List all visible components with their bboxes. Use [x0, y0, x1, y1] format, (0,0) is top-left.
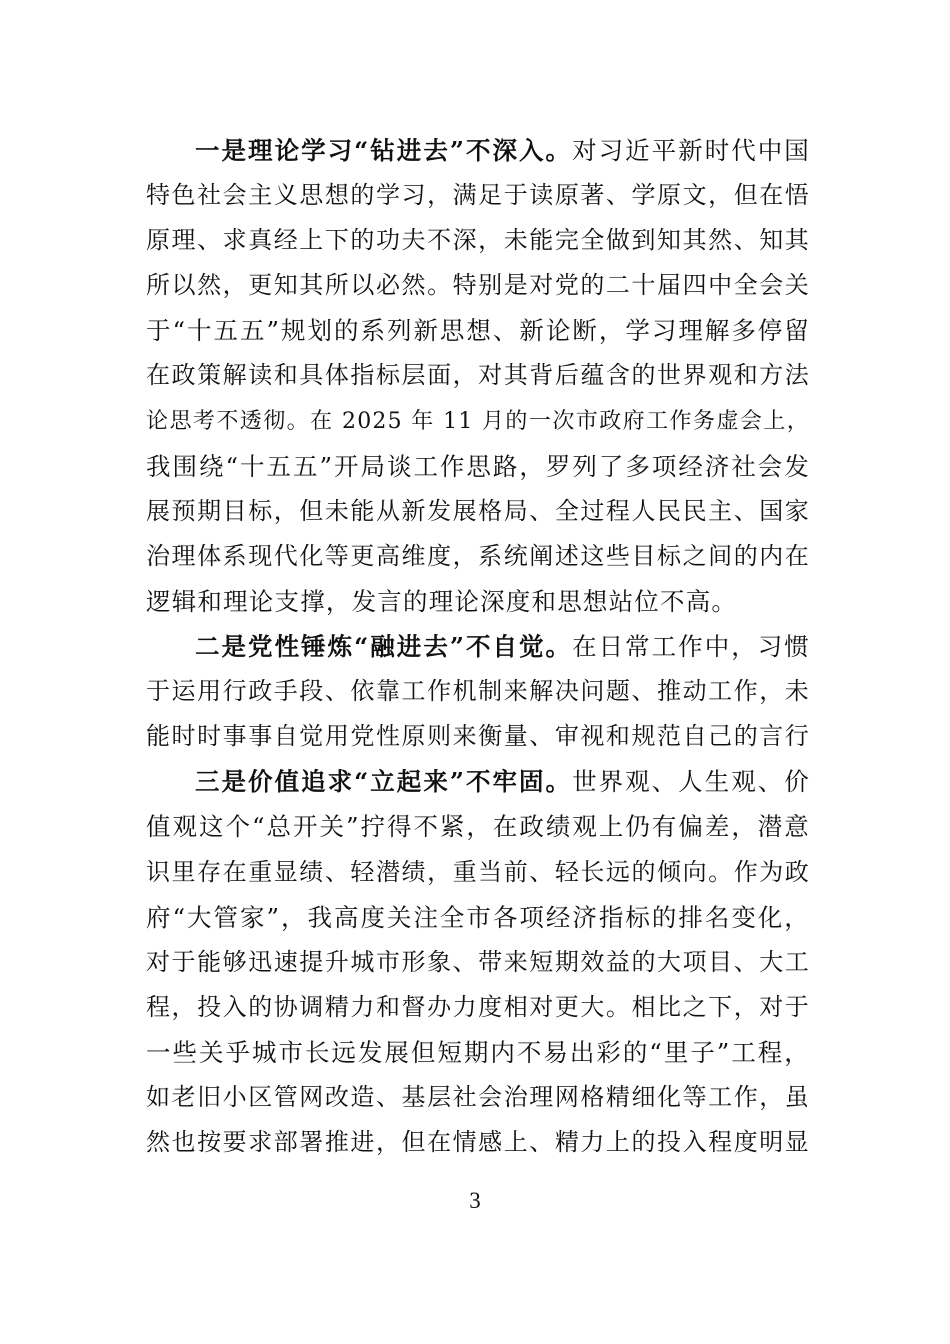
line-text: 值观这个“总开关”拧得不紧，在政绩观上仍有偏差，潜意: [146, 812, 810, 842]
line-text: 在政策解读和具体指标层面，对其背后蕴含的世界观和方法: [146, 361, 810, 390]
page-number: 3: [469, 1188, 481, 1213]
text-line: [146, 444, 810, 489]
paragraph-theory-study: [146, 128, 810, 624]
text-line: [146, 308, 810, 353]
line-text: 一些关乎城市长远发展但短期内不易出彩的“里子”工程，: [146, 1037, 810, 1067]
line-text: 能时时事事自觉用党性原则来衡量、审视和规范自己的言行: [146, 722, 810, 751]
line-text: 世界观、人生观、价: [572, 767, 810, 797]
line-text: 如老旧小区管网改造、基层社会治理网格精细化等工作，虽: [146, 1082, 810, 1111]
line-text: 于“十五五”规划的系列新思想、新论断，学习理解多停留: [146, 316, 810, 346]
line-text: 程，投入的协调精力和督办力度相对更大。相比之下，对于: [146, 992, 810, 1021]
text-line: [146, 1120, 810, 1165]
text-line: [146, 714, 810, 759]
text-line: [146, 804, 810, 849]
paragraph-heading: 一是理论学习“钻进去”不深入。: [195, 136, 573, 165]
text-line: [146, 579, 810, 624]
body-text: [146, 128, 810, 1165]
line-text: 府“大管家”，我高度关注全市各项经济指标的排名变化，: [146, 902, 810, 932]
text-line: [146, 759, 810, 804]
text-line: [146, 1075, 810, 1120]
text-line: [146, 489, 810, 534]
paragraph-value-pursuit: [146, 759, 810, 1165]
text-line: [146, 263, 810, 308]
line-text: 于运用行政手段、依靠工作机制来解决问题、推动工作，未: [146, 677, 810, 706]
text-line: [146, 624, 810, 669]
line-text: 在日常工作中，习惯: [572, 632, 810, 662]
paragraph-heading: 三是价值追求“立起来”不牢固。: [195, 767, 573, 797]
text-line: [146, 399, 810, 444]
text-line: [146, 940, 810, 985]
line-text: 逻辑和理论支撑，发言的理论深度和思想站位不高。: [146, 586, 738, 616]
line-text: 论思考不透彻。在 2025 年 11 月的一次市政府工作务虚会上，: [146, 408, 810, 434]
line-text: 对于能够迅速提升城市形象、带来短期效益的大项目、大工: [146, 947, 810, 976]
line-text: 治理体系现代化等更高维度，系统阐述这些目标之间的内在: [146, 541, 810, 570]
text-line: [146, 353, 810, 398]
paragraph-party-spirit: [146, 624, 810, 759]
line-text: 然也按要求部署推进，但在情感上、精力上的投入程度明显: [146, 1128, 810, 1157]
paragraph-heading: 二是党性锤炼“融进去”不自觉。: [195, 632, 573, 662]
text-line: [146, 669, 810, 714]
text-line: [146, 218, 810, 263]
line-text: 展预期目标，但未能从新发展格局、全过程人民民主、国家: [146, 496, 810, 525]
text-line: [146, 534, 810, 579]
text-line: [146, 173, 810, 218]
text-line: [146, 895, 810, 940]
line-text: 我围绕“十五五”开局谈工作思路，罗列了多项经济社会发: [146, 451, 810, 481]
line-text: 识里存在重显绩、轻潜绩，重当前、轻长远的倾向。作为政: [146, 857, 810, 886]
line-text: 特色社会主义思想的学习，满足于读原著、学原文，但在悟: [146, 181, 810, 210]
line-text: 所以然，更知其所以必然。特别是对党的二十届四中全会关: [146, 271, 810, 300]
text-line: [146, 128, 810, 173]
line-text: 原理、求真经上下的功夫不深，未能完全做到知其然、知其: [146, 226, 810, 255]
line-text: 对习近平新时代中国: [572, 136, 810, 165]
text-line: [146, 1030, 810, 1075]
text-line: [146, 850, 810, 895]
text-line: [146, 985, 810, 1030]
